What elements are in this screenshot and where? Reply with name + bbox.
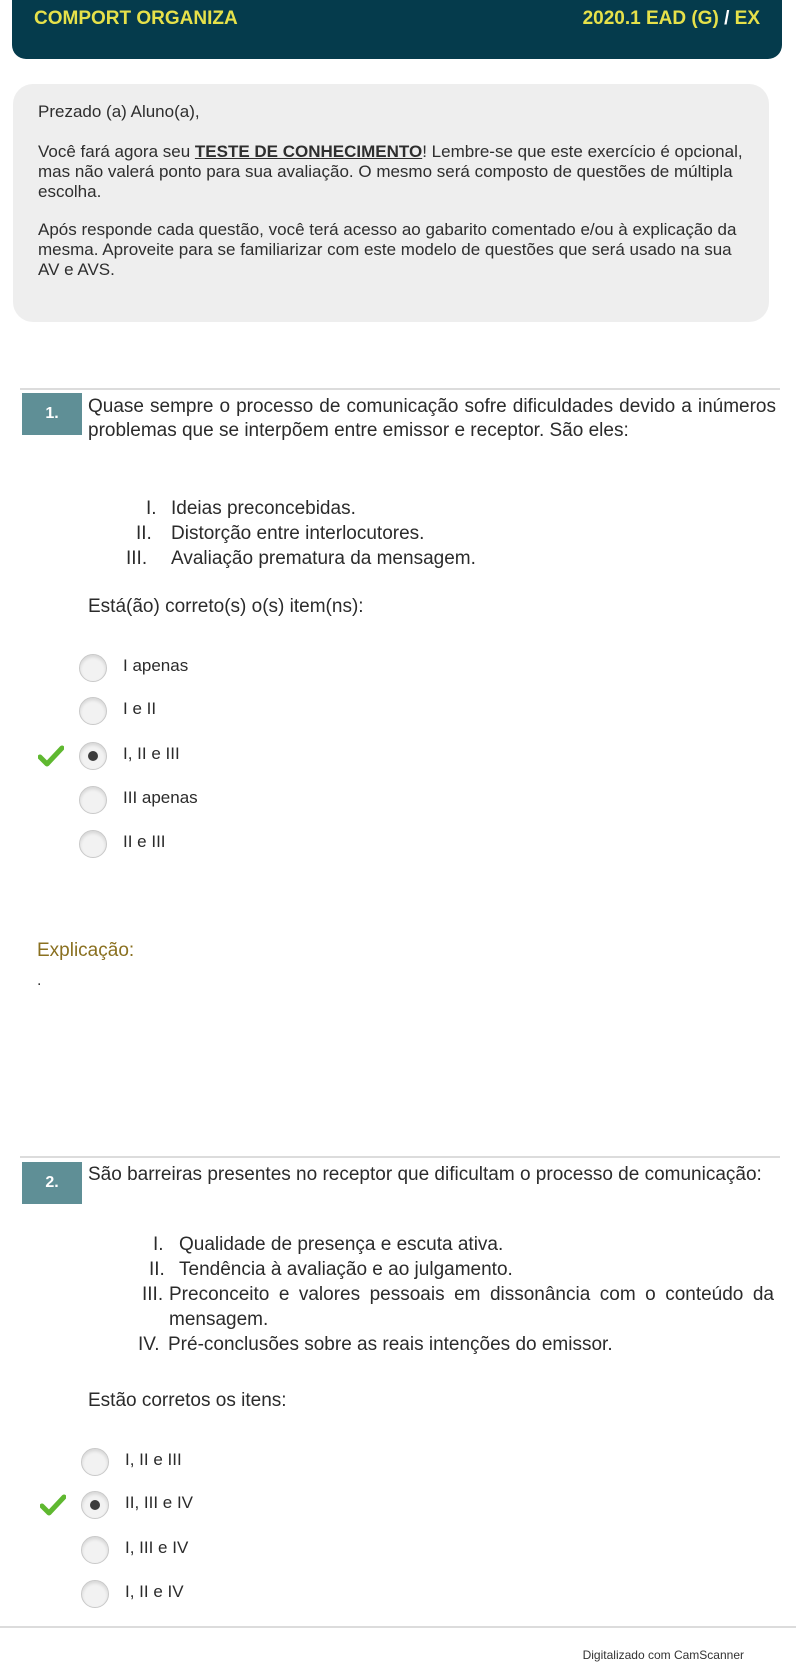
option-label: I apenas [123, 656, 189, 675]
question-stem: Quase sempre o processo de comunicação sofre dificuldades devido a inúmeros problemas que se interpõem entre emissor e receptor. São eles: [88, 396, 776, 441]
question-stem: São barreiras presentes no receptor que dificultam o processo de comunicação: [88, 1164, 762, 1185]
question-number-badge: 1. [22, 393, 82, 435]
radio-button-selected[interactable] [81, 1491, 109, 1519]
radio-button[interactable] [81, 1580, 109, 1608]
radio-button[interactable] [81, 1448, 109, 1476]
option-label: I, III e IV [125, 1538, 189, 1557]
statement-numeral: III. [142, 1284, 164, 1305]
notice-paragraph-2: Após responde cada questão, você terá acesso ao gabarito comentado e/ou à explicação da mesma. Aproveite para se familiarizar com este modelo de questões que será usado na sua AV e AVS. [38, 220, 737, 279]
statement-item [142, 1282, 774, 1332]
statement-text: Pré-conclusões sobre as reais intenções do emissor. [168, 1334, 613, 1355]
notice-greeting: Prezado (a) Aluno(a), [38, 102, 200, 121]
option-label: II, III e IV [125, 1493, 194, 1512]
statement-numeral: III. [126, 548, 148, 569]
notice-box [13, 84, 769, 322]
question-divider [20, 388, 780, 390]
notice-p1-after: ! Lembre-se que este exercício é opcional, mas não valerá ponto para sua avaliação. O mesmo será composto de questões de múltipla escolha. [38, 142, 743, 201]
explanation-text: . [37, 972, 42, 989]
explanation-title: Explicação: [37, 940, 135, 961]
course-period [583, 8, 760, 30]
notice-paragraph-1 [38, 142, 745, 202]
option-label: I, II e III [123, 744, 180, 763]
statement-text: Avaliação prematura da mensagem. [171, 548, 476, 569]
question-prompt: Estão corretos os itens: [88, 1390, 287, 1411]
radio-button[interactable] [79, 786, 107, 814]
radio-button-selected[interactable] [79, 742, 107, 770]
radio-button[interactable] [81, 1536, 109, 1564]
period-type: EX [734, 8, 760, 29]
statement-list [126, 496, 566, 571]
statement-text: Distorção entre interlocutores. [171, 523, 425, 544]
notice-p1-before: Você fará agora seu [38, 142, 195, 161]
statement-list [138, 1232, 774, 1357]
option-label: II e III [123, 832, 166, 851]
statement-item [138, 1332, 774, 1357]
option-label: I, II e IV [125, 1582, 184, 1601]
statement-numeral: I. [153, 1234, 164, 1255]
period-separator: / [718, 8, 735, 29]
course-title: COMPORT ORGANIZA [34, 8, 238, 29]
statement-text: Qualidade de presença e escuta ativa. [179, 1234, 504, 1255]
radio-selected-dot [88, 751, 98, 761]
statement-text: Preconceito e valores pessoais em dissonância com o conteúdo da mensagem. [169, 1284, 774, 1330]
notice-keyword: TESTE DE CONHECIMENTO [194, 142, 423, 161]
statement-item [126, 546, 566, 571]
header-bar [12, 0, 782, 59]
statement-item [136, 521, 566, 546]
statement-item [146, 496, 566, 521]
radio-button[interactable] [79, 697, 107, 725]
statement-item [149, 1257, 774, 1282]
question-number-badge: 2. [22, 1162, 82, 1204]
check-icon [40, 1494, 66, 1516]
radio-button[interactable] [79, 830, 107, 858]
statement-numeral: IV. [138, 1334, 160, 1355]
option-label: I, II e III [125, 1450, 182, 1469]
question-prompt: Está(ão) correto(s) o(s) item(ns): [88, 596, 364, 617]
radio-button[interactable] [79, 654, 107, 682]
check-icon [38, 745, 64, 767]
option-label: III apenas [123, 788, 198, 807]
page-bottom-divider [0, 1626, 796, 1628]
statement-item [153, 1232, 774, 1257]
statement-text: Tendência à avaliação e ao julgamento. [179, 1259, 513, 1280]
option-label: I e II [123, 699, 157, 718]
scanner-watermark: Digitalizado com CamScanner [582, 1648, 744, 1662]
statement-text: Ideias preconcebidas. [171, 498, 356, 519]
statement-numeral: II. [149, 1259, 165, 1280]
radio-selected-dot [90, 1500, 100, 1510]
question-divider [20, 1156, 780, 1158]
statement-numeral: I. [146, 498, 157, 519]
period-code: 2020.1 EAD (G) [582, 8, 719, 29]
statement-numeral: II. [136, 523, 152, 544]
